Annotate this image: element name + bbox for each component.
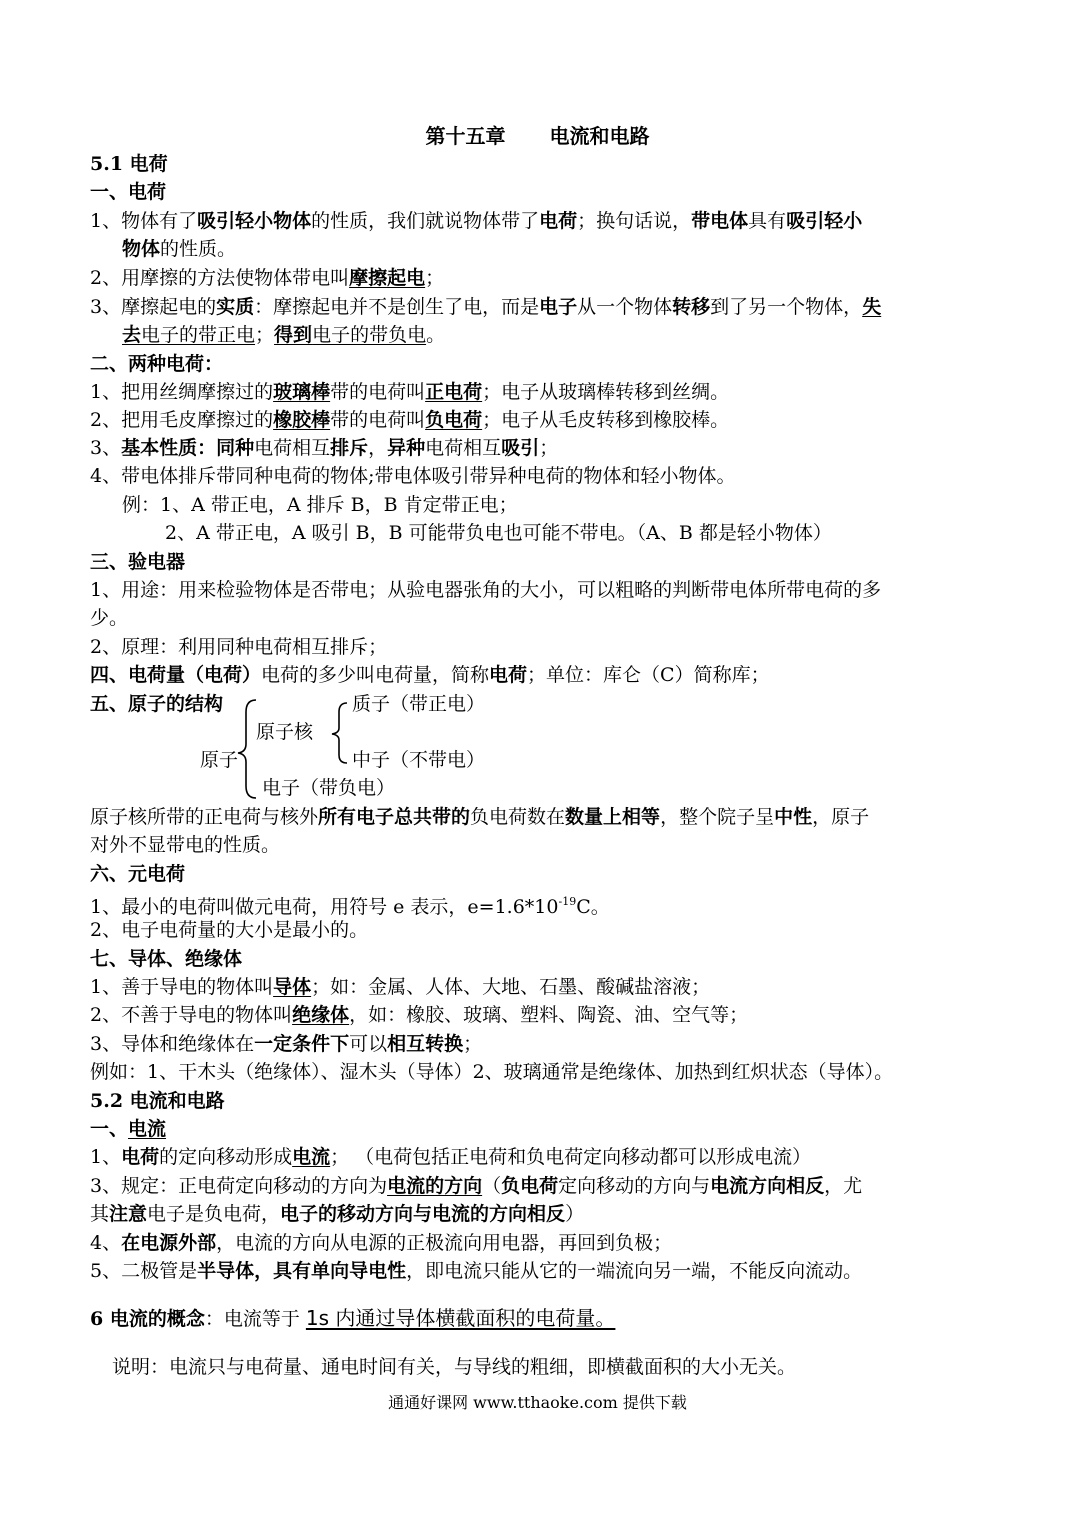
- paragraph: 少。: [90, 607, 129, 629]
- example-line: 例：1、A 带正电，A 排斥 B，B 肯定带正电；: [122, 494, 518, 516]
- paragraph: 4、在电源外部，电流的方向从电源的正极流向用电器，再回到负极；: [90, 1232, 673, 1254]
- paragraph: 3、基本性质：同种电荷相互排斥，异种电荷相互吸引；: [90, 437, 559, 459]
- section-5-2-heading: 5.2 电流和电路: [90, 1090, 225, 1112]
- paragraph: 其注意电子是负电荷，电子的移动方向与电流的方向相反）: [90, 1203, 585, 1225]
- proton-label: 质子（带正电）: [352, 693, 486, 715]
- heading-conductors: 七、导体、绝缘体: [90, 948, 243, 970]
- heading-atom-structure: 五、原子的结构: [90, 693, 224, 715]
- section-5-1-heading: 5.1 电荷: [90, 153, 168, 175]
- chapter-title: 第十五章 电流和电路: [425, 124, 650, 148]
- heading-charge-quantity: 四、电荷量（电荷）电荷的多少叫电荷量，简称电荷；单位：库仑（C）简称库；: [90, 664, 770, 686]
- paragraph: 对外不显带电的性质。: [90, 834, 281, 856]
- paragraph: 1、最小的电荷叫做元电荷，用符号 e 表示，$e=1.6*10^{-19}C$。: [90, 895, 610, 918]
- paragraph: 2、电子电荷量的大小是最小的。: [90, 919, 369, 941]
- paragraph: 1、用途：用来检验物体是否带电；从验电器张角的大小，可以粗略的判断带电体所带电荷的多: [90, 579, 882, 601]
- paragraph: 1、善于导电的物体叫导体；如：金属、人体、大地、石墨、酸碱盐溶液；: [90, 976, 711, 998]
- paragraph: 3、导体和绝缘体在一定条件下可以相互转换；: [90, 1033, 483, 1055]
- footer: 通通好课网 www.tthaoke.com 提供下载: [388, 1393, 687, 1412]
- paragraph: 2、把用毛皮摩擦过的橡胶棒带的电荷叫负电荷；电子从毛皮转移到橡胶棒。: [90, 409, 730, 431]
- paragraph: 例如：1、干木头（绝缘体）、湿木头（导体）2、玻璃通常是绝缘体、加热到红炽状态（导体）。: [90, 1061, 894, 1083]
- heading-two-charges: 二、两种电荷：: [90, 353, 224, 375]
- paragraph: 原子核所带的正电荷与核外所有电子总共带的负电荷数在数量上相等，整个院子呈中性，原子: [90, 806, 870, 828]
- paragraph: 1、物体有了吸引轻小物体的性质，我们就说物体带了电荷；换句话说，带电体具有吸引轻小: [90, 210, 863, 232]
- paragraph: 4、带电体排斥带同种电荷的物体;带电体吸引带异种电荷的物体和轻小物体。: [90, 465, 736, 487]
- paragraph: 5、二极管是半导体，具有单向导电性，即电流只能从它的一端流向另一端，不能反向流动。: [90, 1260, 863, 1282]
- paragraph: 去电子的带正电；得到电子的带负电。: [122, 324, 446, 346]
- example-line: 2、A 带正电，A 吸引 B，B 可能带负电也可能不带电。（A、B 都是轻小物体）: [165, 522, 832, 544]
- paragraph: 3、摩擦起电的实质：摩擦起电并不是创生了电，而是电子从一个物体转移到了另一个物体，失: [90, 296, 882, 318]
- paragraph: 物体的性质。: [122, 238, 237, 260]
- neutron-label: 中子（不带电）: [352, 749, 486, 771]
- note: 说明：电流只与电荷量、通电时间有关，与导线的粗细，即横截面积的大小无关。: [112, 1356, 797, 1378]
- nucleus-brace-icon: [330, 700, 350, 766]
- atom-label: 原子: [200, 749, 239, 771]
- current-definition: 6 电流的概念：电流等于 1s 内通过导体横截面积的电荷量。: [90, 1306, 616, 1330]
- paragraph: 1、电荷的定向移动形成电流； （电荷包括正电荷和负电荷定向移动都可以形成电流）: [90, 1146, 812, 1168]
- heading-elementary-charge: 六、元电荷: [90, 863, 186, 885]
- paragraph: 3、规定：正电荷定向移动的方向为电流的方向（负电荷定向移动的方向与电流方向相反，尤: [90, 1175, 863, 1197]
- paragraph: 2、不善于导电的物体叫绝缘体，如：橡胶、玻璃、塑料、陶瓷、油、空气等；: [90, 1004, 749, 1026]
- nucleus-label: 原子核: [256, 721, 314, 743]
- heading-charge: 一、电荷: [90, 181, 167, 203]
- heading-electroscope: 三、验电器: [90, 551, 186, 573]
- heading-current: 一、电流: [90, 1118, 167, 1140]
- paragraph: 2、原理：利用同种电荷相互排斥；: [90, 636, 388, 658]
- paragraph: 2、用摩擦的方法使物体带电叫摩擦起电；: [90, 267, 445, 289]
- electron-label: 电子（带负电）: [262, 777, 396, 799]
- paragraph: 1、把用丝绸摩擦过的玻璃棒带的电荷叫正电荷；电子从玻璃棒转移到丝绸。: [90, 381, 730, 403]
- atom-brace-icon: [236, 696, 260, 802]
